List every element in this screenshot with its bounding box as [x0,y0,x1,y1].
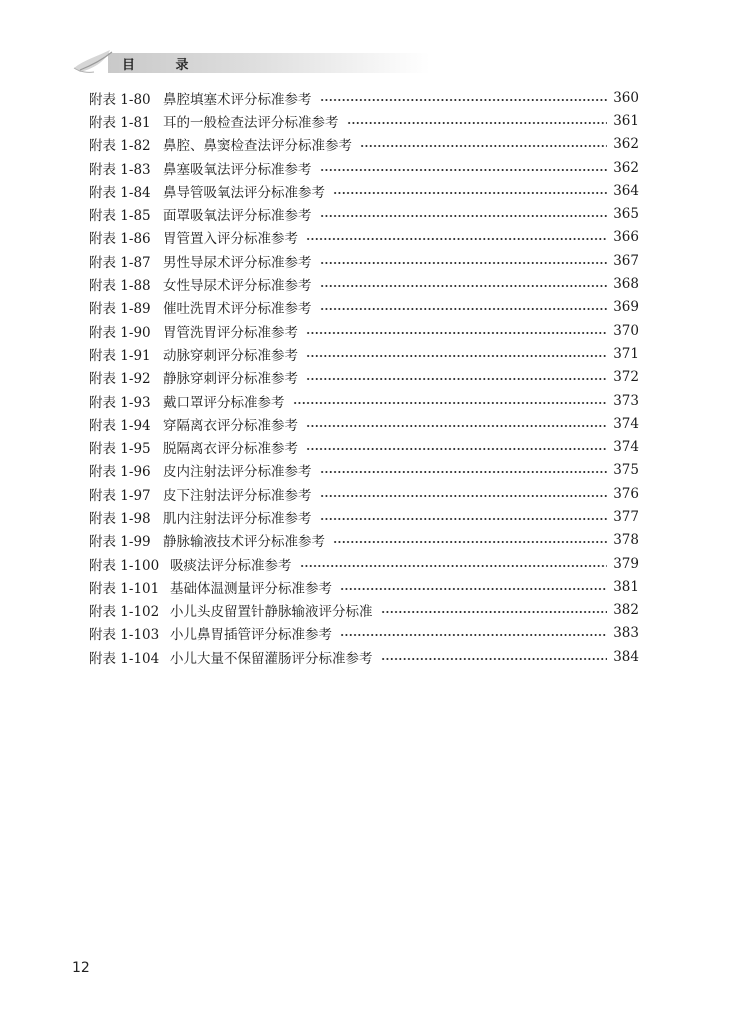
entry-page: 381 [613,578,639,595]
entry-number: 附表 1-92 [89,371,151,388]
toc-entry[interactable] [89,133,639,156]
entry-number: 附表 1-84 [89,184,151,201]
entry-number: 附表 1-93 [89,394,151,411]
entry-page: 364 [613,182,639,199]
dot-leader [320,169,608,171]
entry-page: 369 [613,299,639,316]
entry-title: 男性导尿术评分标准参考 [163,254,312,271]
entry-number: 附表 1-88 [89,278,151,295]
entry-page: 374 [613,439,639,456]
toc-entry[interactable] [89,435,639,458]
entry-title: 鼻腔填塞术评分标准参考 [163,91,312,108]
toc-entry[interactable] [89,272,639,295]
toc-entry[interactable] [89,319,639,342]
dot-leader [333,541,607,543]
entry-title: 小儿大量不保留灌肠评分标准参考 [170,650,373,667]
entry-number: 附表 1-83 [89,161,151,178]
dot-leader [340,634,607,636]
entry-title: 鼻导管吸氧法评分标准参考 [163,184,325,201]
dot-leader [306,332,607,334]
toc-entry[interactable] [89,249,639,272]
entry-page: 373 [613,392,639,409]
entry-title: 吸痰法评分标准参考 [170,557,292,574]
dot-leader [381,611,608,613]
entry-title: 脱隔离衣评分标准参考 [163,441,298,458]
entry-page: 374 [613,415,639,432]
toc-entry[interactable] [89,296,639,319]
entry-page: 367 [613,252,639,269]
toc-entry[interactable] [89,575,639,598]
dot-leader [293,402,608,404]
dot-leader [347,122,608,124]
toc-list [89,86,639,668]
entry-page: 366 [613,229,639,246]
entry-title: 皮内注射法评分标准参考 [163,464,312,481]
dot-leader [306,238,607,240]
entry-number: 附表 1-94 [89,417,151,434]
dot-leader [340,588,607,590]
entry-number: 附表 1-90 [89,324,151,341]
dot-leader [360,145,607,147]
entry-number: 附表 1-81 [89,114,151,131]
toc-entry[interactable] [89,459,639,482]
toc-entry[interactable] [89,86,639,109]
entry-number: 附表 1-98 [89,510,151,527]
toc-entry[interactable] [89,156,639,179]
dot-leader [306,425,607,427]
toc-entry[interactable] [89,342,639,365]
toc-entry[interactable] [89,482,639,505]
entry-title: 穿隔离衣评分标准参考 [163,417,298,434]
entry-number: 附表 1-96 [89,464,151,481]
entry-number: 附表 1-104 [89,650,160,667]
entry-title: 静脉穿刺评分标准参考 [163,371,298,388]
toc-entry[interactable] [89,389,639,412]
running-header [70,46,430,76]
entry-page: 379 [613,555,639,572]
entry-title: 皮下注射法评分标准参考 [163,487,312,504]
dot-leader [320,308,608,310]
entry-page: 377 [613,508,639,525]
dot-leader [320,495,608,497]
entry-number: 附表 1-97 [89,487,151,504]
entry-number: 附表 1-82 [89,138,151,155]
entry-page: 384 [613,648,639,665]
entry-number: 附表 1-86 [89,231,151,248]
entry-page: 362 [613,159,639,176]
entry-title: 女性导尿术评分标准参考 [163,278,312,295]
entry-title: 催吐洗胃术评分标准参考 [163,301,312,318]
toc-entry[interactable] [89,505,639,528]
toc-entry[interactable] [89,366,639,389]
entry-title: 小儿头皮留置针静脉输液评分标准 [170,604,373,621]
toc-entry[interactable] [89,622,639,645]
section-title: 目 录 [122,58,207,73]
entry-page: 378 [613,532,639,549]
entry-title: 动脉穿刺评分标准参考 [163,347,298,364]
entry-page: 371 [613,345,639,362]
dot-leader [320,215,608,217]
entry-title: 静脉输液技术评分标准参考 [163,534,325,551]
entry-page: 382 [613,602,639,619]
entry-page: 383 [613,625,639,642]
entry-title: 鼻腔、鼻窦检查法评分标准参考 [163,138,352,155]
dot-leader [320,262,608,264]
entry-number: 附表 1-99 [89,534,151,551]
entry-page: 372 [613,369,639,386]
toc-entry[interactable] [89,179,639,202]
toc-entry[interactable] [89,552,639,575]
dot-leader [333,192,607,194]
entry-page: 362 [613,136,639,153]
dot-leader [320,518,608,520]
entry-title: 基础体温测量评分标准参考 [170,580,332,597]
dot-leader [306,448,607,450]
entry-number: 附表 1-80 [89,91,151,108]
entry-number: 附表 1-103 [89,627,160,644]
entry-number: 附表 1-91 [89,347,151,364]
toc-entry[interactable] [89,599,639,622]
dot-leader [320,471,608,473]
dot-leader [306,355,607,357]
entry-title: 肌内注射法评分标准参考 [163,510,312,527]
entry-title: 耳的一般检查法评分标准参考 [163,114,339,131]
dot-leader [320,99,608,101]
dot-leader [300,565,608,567]
entry-title: 面罩吸氧法评分标准参考 [163,208,312,225]
dot-leader [320,285,608,287]
toc-entry[interactable] [89,109,639,132]
entry-page: 368 [613,276,639,293]
entry-title: 鼻塞吸氧法评分标准参考 [163,161,312,178]
dot-leader [381,658,608,660]
toc-entry[interactable] [89,529,639,552]
page-number: 12 [72,960,90,976]
entry-number: 附表 1-85 [89,208,151,225]
toc-entry[interactable] [89,412,639,435]
entry-number: 附表 1-87 [89,254,151,271]
book-leaf-icon [70,46,118,76]
entry-number: 附表 1-89 [89,301,151,318]
entry-number: 附表 1-100 [89,557,160,574]
entry-page: 370 [613,322,639,339]
dot-leader [306,378,607,380]
entry-page: 360 [613,89,639,106]
entry-page: 365 [613,206,639,223]
toc-entry[interactable] [89,202,639,225]
entry-title: 胃管置入评分标准参考 [163,231,298,248]
entry-number: 附表 1-102 [89,604,160,621]
entry-page: 375 [613,462,639,479]
entry-page: 376 [613,485,639,502]
entry-title: 胃管洗胃评分标准参考 [163,324,298,341]
entry-title: 戴口罩评分标准参考 [163,394,285,411]
entry-title: 小儿鼻胃插管评分标准参考 [170,627,332,644]
toc-entry[interactable] [89,226,639,249]
entry-number: 附表 1-101 [89,580,160,597]
toc-entry[interactable] [89,645,639,668]
entry-number: 附表 1-95 [89,441,151,458]
entry-page: 361 [613,112,639,129]
